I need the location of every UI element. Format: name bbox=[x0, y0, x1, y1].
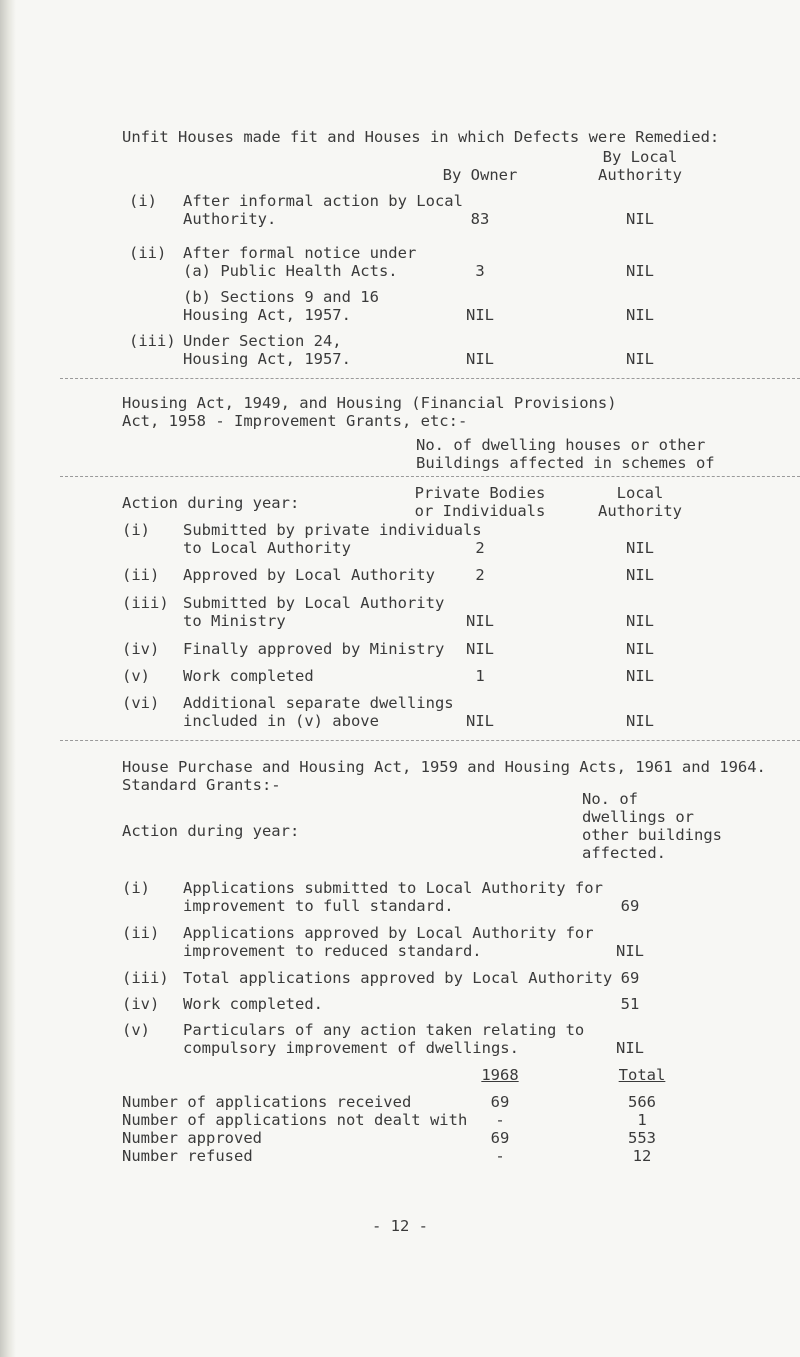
row-label-line1: Finally approved by Ministry bbox=[183, 640, 445, 658]
row-number: (iv) bbox=[122, 640, 160, 658]
row-label: Number of applications not dealt with bbox=[122, 1111, 468, 1129]
section2-heading-line2: Act, 1958 - Improvement Grants, etc:- bbox=[122, 412, 468, 430]
owner-value: NIL bbox=[466, 306, 494, 324]
row-label-line2: Housing Act, 1957. bbox=[183, 306, 351, 324]
row-label-line1: Applications submitted to Local Authority for bbox=[183, 879, 603, 897]
total-value: 566 bbox=[628, 1093, 656, 1111]
section2-col-private-1: Private Bodies bbox=[414, 484, 546, 502]
local-value: NIL bbox=[626, 640, 654, 658]
section2-col-local-1: Local bbox=[616, 484, 664, 502]
section3-col-line3: other buildings bbox=[582, 826, 722, 844]
row-label-line1: (b) Sections 9 and 16 bbox=[183, 288, 379, 306]
owner-value: 83 bbox=[470, 210, 490, 228]
section3-col-line4: affected. bbox=[582, 844, 666, 862]
row-label-line1: Submitted by Local Authority bbox=[183, 594, 445, 612]
local-value: NIL bbox=[626, 667, 654, 685]
year-value: 69 bbox=[490, 1129, 510, 1147]
section2-heading-line1: Housing Act, 1949, and Housing (Financial Provisions) bbox=[122, 394, 617, 412]
row-number: (ii) bbox=[129, 244, 167, 262]
row-label-line2: Housing Act, 1957. bbox=[183, 350, 351, 368]
row-label: Number approved bbox=[122, 1129, 262, 1147]
section2-sub-line2: Buildings affected in schemes of bbox=[416, 454, 715, 472]
row-label-line1: Work completed. bbox=[183, 995, 323, 1013]
section3-action-label: Action during year: bbox=[122, 822, 300, 840]
row-label-line1: Submitted by private individuals bbox=[183, 521, 482, 539]
section3-heading-line2: Standard Grants:- bbox=[122, 776, 281, 794]
row-label-line1: Additional separate dwellings bbox=[183, 694, 454, 712]
row-label-line1: Applications approved by Local Authority for bbox=[183, 924, 594, 942]
section3-heading-line1: House Purchase and Housing Act, 1959 and Housing Acts, 1961 and 1964. bbox=[122, 758, 766, 776]
row-label-line2: compulsory improvement of dwellings. bbox=[183, 1039, 519, 1057]
section2-col-local-2: Authority bbox=[598, 502, 682, 520]
row-number: (iii) bbox=[122, 969, 169, 987]
row-label-line1: Approved by Local Authority bbox=[183, 566, 435, 584]
owner-value: NIL bbox=[466, 350, 494, 368]
row-value: NIL bbox=[616, 1039, 644, 1057]
row-label-line2: improvement to full standard. bbox=[183, 897, 454, 915]
row-number: (iii) bbox=[122, 594, 169, 612]
section1-col-owner: By Owner bbox=[442, 166, 518, 184]
row-number: (iii) bbox=[129, 332, 176, 350]
row-label-line2: to Local Authority bbox=[183, 539, 351, 557]
section2-action-label: Action during year: bbox=[122, 494, 300, 512]
private-value: 2 bbox=[475, 566, 485, 584]
section4-col-year: 1968 bbox=[481, 1066, 519, 1084]
row-value: 69 bbox=[620, 897, 640, 915]
total-value: 553 bbox=[628, 1129, 656, 1147]
row-number: (v) bbox=[122, 1021, 150, 1039]
row-label-line2: to Ministry bbox=[183, 612, 286, 630]
local-value: NIL bbox=[626, 566, 654, 584]
row-value: 69 bbox=[620, 969, 640, 987]
row-number: (i) bbox=[129, 192, 157, 210]
section-divider bbox=[60, 476, 800, 477]
private-value: NIL bbox=[466, 612, 494, 630]
section3-col-line1: No. of bbox=[582, 790, 638, 808]
owner-value: 3 bbox=[475, 262, 485, 280]
local-value: NIL bbox=[626, 350, 654, 368]
row-label-line1: Under Section 24, bbox=[183, 332, 342, 350]
page-number: - 12 - bbox=[372, 1217, 428, 1235]
row-number: (vi) bbox=[122, 694, 160, 712]
private-value: NIL bbox=[466, 712, 494, 730]
row-label-line1: Total applications approved by Local Authority bbox=[183, 969, 613, 987]
local-value: NIL bbox=[626, 262, 654, 280]
total-value: 12 bbox=[632, 1147, 652, 1165]
row-label-line2: included in (v) above bbox=[183, 712, 379, 730]
row-number: (iv) bbox=[122, 995, 160, 1013]
row-label-line2: Authority. bbox=[183, 210, 277, 228]
row-number: (i) bbox=[122, 879, 150, 897]
row-label-line1: After informal action by Local bbox=[183, 192, 463, 210]
row-value: NIL bbox=[616, 942, 644, 960]
section1-col-local-1: By Local bbox=[602, 148, 678, 166]
row-label-line2: improvement to reduced standard. bbox=[183, 942, 482, 960]
private-value: 2 bbox=[475, 539, 485, 557]
total-value: 1 bbox=[637, 1111, 647, 1129]
row-label: Number of applications received bbox=[122, 1093, 412, 1111]
local-value: NIL bbox=[626, 210, 654, 228]
section-divider bbox=[60, 740, 800, 741]
row-label-line1: Particulars of any action taken relating to bbox=[183, 1021, 585, 1039]
row-label-line1: Work completed bbox=[183, 667, 314, 685]
row-value: 51 bbox=[620, 995, 640, 1013]
local-value: NIL bbox=[626, 612, 654, 630]
row-label-line2: (a) Public Health Acts. bbox=[183, 262, 398, 280]
row-number: (i) bbox=[122, 521, 150, 539]
local-value: NIL bbox=[626, 539, 654, 557]
year-value: - bbox=[495, 1147, 505, 1165]
section3-col-line2: dwellings or bbox=[582, 808, 694, 826]
row-number: (ii) bbox=[122, 924, 160, 942]
section1-col-local-2: Authority bbox=[598, 166, 682, 184]
local-value: NIL bbox=[626, 306, 654, 324]
section2-sub-line1: No. of dwelling houses or other bbox=[416, 436, 706, 454]
year-value: - bbox=[495, 1111, 505, 1129]
section2-col-private-2: or Individuals bbox=[414, 502, 546, 520]
private-value: 1 bbox=[475, 667, 485, 685]
private-value: NIL bbox=[466, 640, 494, 658]
row-label: Number refused bbox=[122, 1147, 253, 1165]
local-value: NIL bbox=[626, 712, 654, 730]
row-number: (ii) bbox=[122, 566, 160, 584]
page-edge-shadow bbox=[0, 0, 16, 1357]
section4-col-total: Total bbox=[618, 1066, 666, 1084]
section1-heading: Unfit Houses made fit and Houses in which Defects were Remedied: bbox=[122, 128, 720, 146]
section-divider bbox=[60, 378, 800, 379]
row-number: (v) bbox=[122, 667, 150, 685]
row-label-line1: After formal notice under bbox=[183, 244, 417, 262]
year-value: 69 bbox=[490, 1093, 510, 1111]
